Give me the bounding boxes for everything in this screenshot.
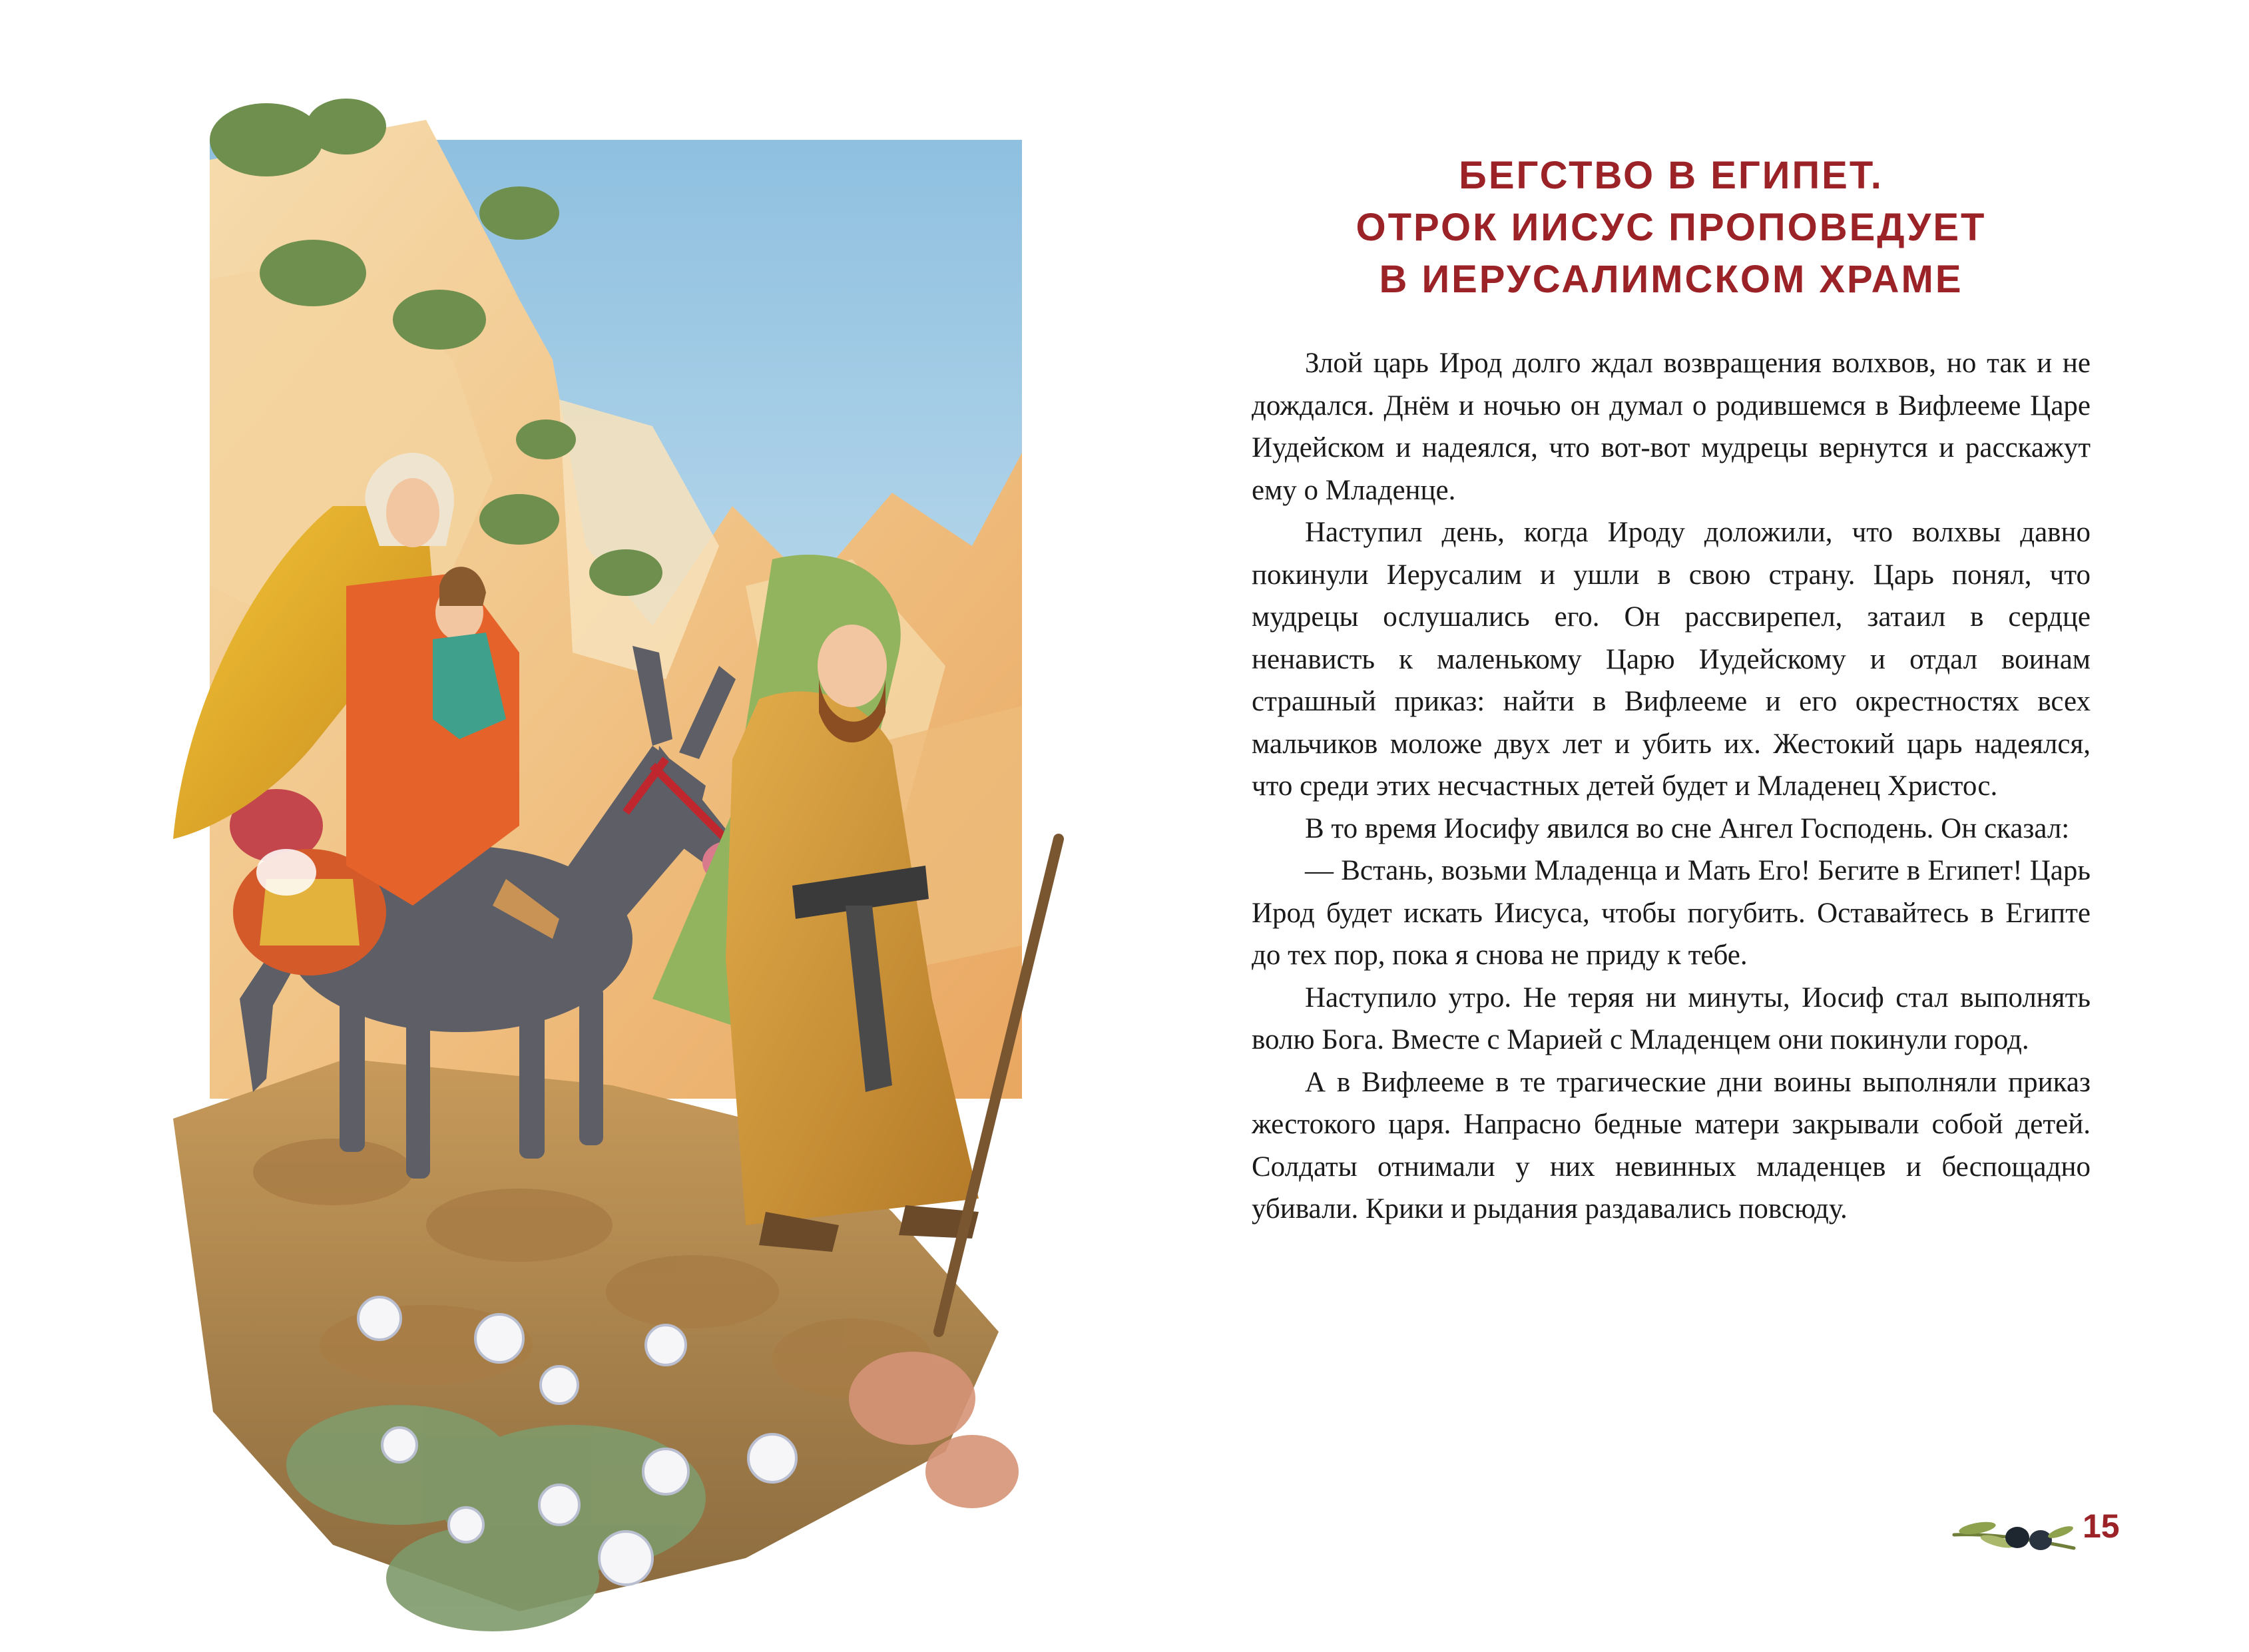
paragraph-herod-waiting: Злой царь Ирод долго ждал возвращения волхвов, но так и не дождался. Днём и ночью он думал о родившемся в Вифлееме Царе Иудейском и надеялся, что вот-вот мудрецы вернутся и расскажут ему о Младенце. [1252,348,2091,506]
olive-branch-icon [1951,1508,2077,1561]
mary-face [386,478,439,547]
joseph-face [818,625,887,707]
paragraph-angel-appears: В то время Иосифу явился во сне Ангел Господень. Он сказал: [1305,812,2070,844]
paragraph-herod-order: Наступил день, когда Ироду доложили, что волхвы давно покинули Иерусалим и ушли в свою страну. Царь понял, что мудрецы ослушались его. Он рассвирепел, затаил в сердце ненависть к маленькому Царю Иудейскому и отдал воинам страшный приказ: найти в Вифлееме и его окрестностях всех мальчиков моложе двух лет и убить их. Жестокий царь надеялся, что среди этих несчастных детей будет и Младенец Христос. [1252,517,2091,802]
page-number: 15 [2083,1508,2120,1545]
text-column [1252,150,2091,1231]
paragraph-angel-speech: — Встань, возьми Младенца и Мать Его! Бегите в Египет! Царь Ирод будет искать Иисуса, чтобы погубить. Оставайтесь в Египте до тех пор, пока я снова не приду к тебе. [1252,855,2091,971]
illustration-flight-into-egypt [146,80,1065,1638]
chapter-title-line-2: ОТРОК ИИСУС ПРОПОВЕДУЕТ [1356,206,1987,249]
chapter-title [1252,150,2091,306]
paragraph-massacre: А в Вифлееме в те трагические дни воины выполняли приказ жестокого царя. Напрасно бедные матери закрывали собой детей. Солдаты отнимали у них невинных младенцев и беспощадно убивали. Крики и рыдания раздавались повсюду. [1252,1066,2091,1225]
paragraph-departure: Наступило утро. Не теряя ни минуты, Иосиф стал выполнять волю Бога. Вместе с Марией с Младенцем они покинули город. [1252,981,2091,1055]
chapter-title-line-3: В ИЕРУСАЛИМСКОМ ХРАМЕ [1379,258,1963,301]
chapter-title-line-1: БЕГСТВО В ЕГИПЕТ. [1459,154,1883,197]
illustration-painting [146,80,1065,1638]
page-footer [1951,1502,2124,1561]
story-text [1252,342,2091,1231]
